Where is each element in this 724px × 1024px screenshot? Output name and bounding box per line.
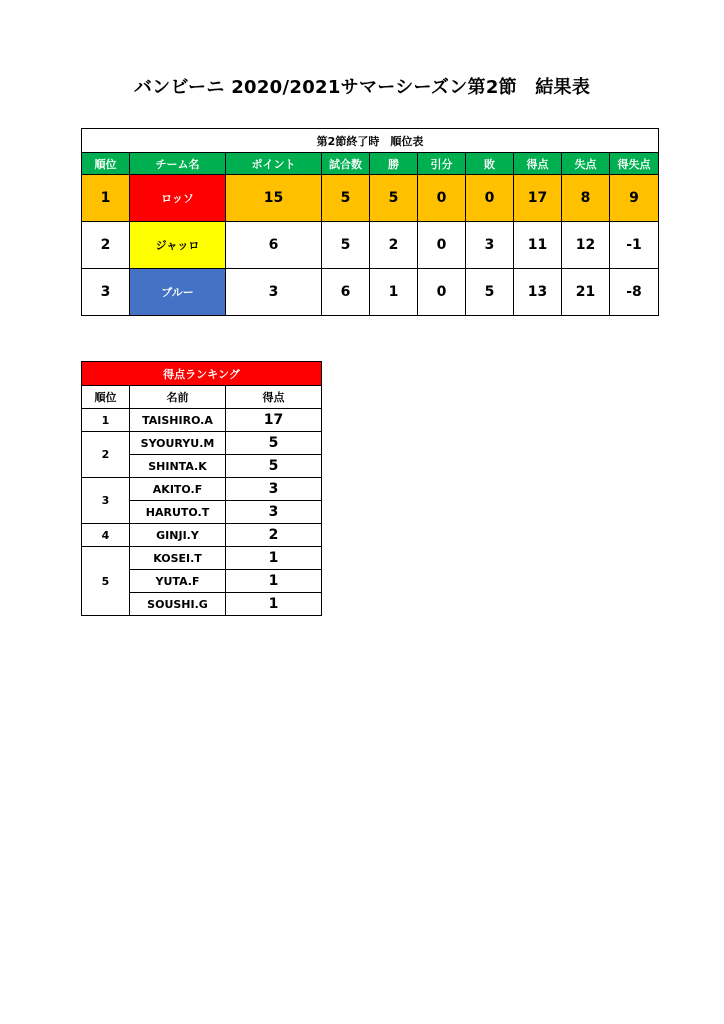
scorer-goals-cell: 5 (226, 455, 322, 478)
scorer-goals-cell: 5 (226, 432, 322, 455)
scorer-name-cell: SOUSHI.G (130, 593, 226, 616)
scorer-name-cell: AKITO.F (130, 478, 226, 501)
standings-header-cell: 得点 (514, 153, 562, 175)
standings-row (82, 222, 659, 269)
scorer-name-cell: YUTA.F (130, 570, 226, 593)
standings-points-cell: 15 (226, 175, 322, 222)
standings-points-cell: 3 (226, 269, 322, 316)
scorer-row (82, 432, 322, 455)
standings-ga-cell: 12 (562, 222, 610, 269)
scorer-name-cell: KOSEI.T (130, 547, 226, 570)
standings-gf-cell: 13 (514, 269, 562, 316)
standings-header-cell: 敗 (466, 153, 514, 175)
scorer-name-cell: GINJI.Y (130, 524, 226, 547)
standings-won-cell: 5 (370, 175, 418, 222)
scorer-rank-cell: 3 (82, 478, 130, 524)
standings-won-cell: 1 (370, 269, 418, 316)
scorer-name-cell: SYOURYU.M (130, 432, 226, 455)
scorer-row (82, 524, 322, 547)
standings-header-cell: ポイント (226, 153, 322, 175)
scorer-goals-cell: 1 (226, 570, 322, 593)
standings-ga-cell: 21 (562, 269, 610, 316)
standings-gf-cell: 11 (514, 222, 562, 269)
scorer-goals-cell: 2 (226, 524, 322, 547)
standings-table (81, 128, 659, 316)
standings-gd-cell: -1 (610, 222, 659, 269)
standings-rank-cell: 3 (82, 269, 130, 316)
scoring-header-cell: 名前 (130, 386, 226, 409)
standings-played-cell: 6 (322, 269, 370, 316)
scorer-rank-cell: 4 (82, 524, 130, 547)
scorer-goals-cell: 3 (226, 478, 322, 501)
scoring-header-row (82, 386, 322, 409)
standings-header-cell: 引分 (418, 153, 466, 175)
standings-gd-cell: 9 (610, 175, 659, 222)
standings-row (82, 269, 659, 316)
team-name-cell: ジャッロ (130, 222, 226, 269)
standings-header-cell: チーム名 (130, 153, 226, 175)
standings-caption: 第2節終了時 順位表 (82, 129, 659, 153)
standings-played-cell: 5 (322, 175, 370, 222)
scoring-header-cell: 順位 (82, 386, 130, 409)
standings-lost-cell: 5 (466, 269, 514, 316)
scorer-rank-cell: 2 (82, 432, 130, 478)
scoring-ranking-table (81, 361, 322, 616)
standings-lost-cell: 3 (466, 222, 514, 269)
standings-drawn-cell: 0 (418, 222, 466, 269)
standings-drawn-cell: 0 (418, 175, 466, 222)
scorer-goals-cell: 3 (226, 501, 322, 524)
standings-header-cell: 失点 (562, 153, 610, 175)
standings-header-row (82, 153, 659, 175)
standings-header-cell: 得失点 (610, 153, 659, 175)
standings-won-cell: 2 (370, 222, 418, 269)
page-title: バンビーニ 2020/2021サマーシーズン第2節 結果表 (133, 77, 591, 98)
scorer-row (82, 409, 322, 432)
scorer-name-cell: TAISHIRO.A (130, 409, 226, 432)
standings-gf-cell: 17 (514, 175, 562, 222)
scorer-rank-cell: 5 (82, 547, 130, 616)
scoring-caption: 得点ランキング (82, 362, 322, 386)
standings-ga-cell: 8 (562, 175, 610, 222)
standings-gd-cell: -8 (610, 269, 659, 316)
standings-rank-cell: 2 (82, 222, 130, 269)
team-name-cell: ロッソ (130, 175, 226, 222)
scorer-name-cell: SHINTA.K (130, 455, 226, 478)
scoring-header-cell: 得点 (226, 386, 322, 409)
standings-header-cell: 勝 (370, 153, 418, 175)
standings-header-cell: 順位 (82, 153, 130, 175)
team-name-cell: ブルー (130, 269, 226, 316)
standings-drawn-cell: 0 (418, 269, 466, 316)
standings-header-cell: 試合数 (322, 153, 370, 175)
standings-row (82, 175, 659, 222)
scorer-goals-cell: 1 (226, 593, 322, 616)
standings-played-cell: 5 (322, 222, 370, 269)
standings-lost-cell: 0 (466, 175, 514, 222)
scorer-row (82, 478, 322, 501)
scorer-name-cell: HARUTO.T (130, 501, 226, 524)
scorer-rank-cell: 1 (82, 409, 130, 432)
standings-points-cell: 6 (226, 222, 322, 269)
scorer-goals-cell: 1 (226, 547, 322, 570)
scorer-goals-cell: 17 (226, 409, 322, 432)
scorer-row (82, 547, 322, 570)
standings-rank-cell: 1 (82, 175, 130, 222)
